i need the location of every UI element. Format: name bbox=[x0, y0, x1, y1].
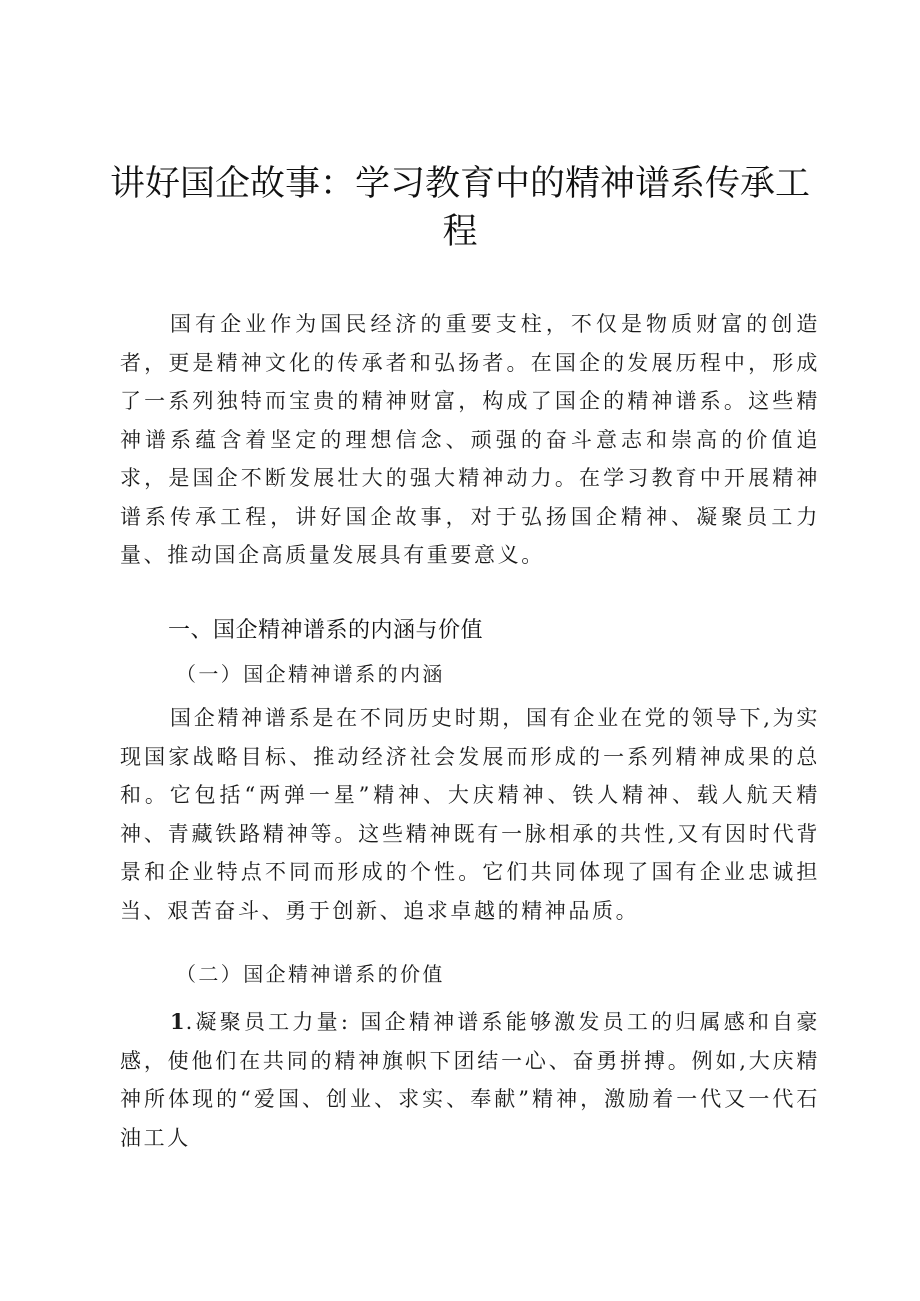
value-item-1-paragraph bbox=[120, 1003, 820, 1157]
value-item-1-number: 1 bbox=[170, 1009, 186, 1034]
subsection-heading-1: （一）国企精神谱系的内涵 bbox=[176, 662, 445, 686]
section-heading: 一、国企精神谱系的内涵与价值 bbox=[168, 618, 484, 643]
value-item-1-text: .凝聚员工力量: 国企精神谱系能够激发员工的归属感和自豪感，使他们在共同的精神旗帜下团结一心、奋勇拼搏。例如,大庆精神所体现的“爱国、创业、求实、奉献”精神，激励着一代又一代石油工人 bbox=[120, 1010, 820, 1150]
subsection-heading-2: （二）国企精神谱系的价值 bbox=[176, 962, 445, 986]
subsection-1-paragraph: 国企精神谱系是在不同历史时期，国有企业在党的领导下,为实现国家战略目标、推动经济社会发展而形成的一系列精神成果的总和。它包括“两弹一星”精神、大庆精神、铁人精神、载人航天精神、青藏铁路精神等。这些精神既有一脉相承的共性,又有因时代背景和企业特点不同而形成的个性。它们共同体现了国有企业忠诚担当、艰苦奋斗、勇于创新、追求卓越的精神品质。 bbox=[120, 706, 820, 923]
document-title: 讲好国企故事：学习教育中的精神谱系传承工程 bbox=[109, 164, 810, 252]
intro-paragraph: 国有企业作为国民经济的重要支柱，不仅是物质财富的创造者，更是精神文化的传承者和弘扬者。在国企的发展历程中，形成了一系列独特而宝贵的精神财富，构成了国企的精神谱系。这些精神谱系蕴含着坚定的理想信念、顽强的奋斗意志和崇高的价值追求，是国企不断发展壮大的强大精神动力。在学习教育中开展精神谱系传承工程，讲好国企故事，对于弘扬国企精神、凝聚员工力量、推动国企高质量发展具有重要意义。 bbox=[120, 312, 820, 567]
